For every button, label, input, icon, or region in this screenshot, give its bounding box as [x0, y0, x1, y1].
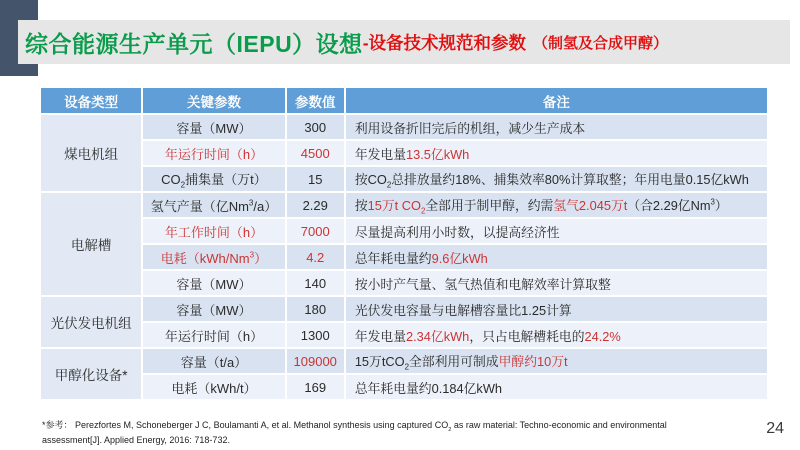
text-segment: 15万tCO — [354, 353, 405, 369]
key-parameter-cell — [143, 245, 284, 269]
key-parameter-cell — [143, 167, 284, 191]
text-segment: 15万t CO — [367, 197, 421, 213]
text-segment: 电耗（kWh/t） — [171, 380, 257, 396]
parameter-value-cell — [287, 193, 344, 217]
table-row — [41, 141, 767, 165]
device-type-cell: 电解槽 — [41, 193, 141, 295]
key-parameter-cell — [143, 349, 284, 373]
title-scope: （制氢及合成甲醇） — [533, 34, 669, 52]
text-segment: 2 — [180, 180, 186, 190]
text-segment: 捕集量（万t） — [185, 171, 267, 187]
text-segment: 3 — [249, 250, 255, 260]
remark-cell — [346, 323, 767, 347]
parameter-value-cell — [287, 297, 344, 321]
text-segment: ） — [714, 197, 728, 213]
page-number: 24 — [766, 420, 784, 437]
text-segment: 2 — [420, 206, 426, 216]
text-segment: 光伏发电容量与电解槽容量比1.25计算 — [354, 302, 572, 318]
table-row — [41, 323, 767, 347]
text-segment: 2 — [448, 426, 452, 433]
spec-table — [39, 86, 769, 401]
text-segment: 利用设备折旧完后的机组，减少生产成本 — [354, 120, 586, 136]
key-parameter-cell — [143, 323, 284, 347]
text-segment: 2.34亿kWh — [406, 328, 470, 344]
text-segment: 甲醇约10万t — [498, 353, 568, 369]
remark-cell — [346, 193, 767, 217]
parameter-value-cell — [287, 141, 344, 165]
text-segment: 140 — [304, 275, 327, 291]
table-row — [41, 193, 767, 217]
text-segment: 13.5亿kWh — [406, 146, 470, 162]
key-parameter-cell — [143, 115, 284, 139]
text-segment: 3 — [248, 198, 254, 208]
text-segment: 年发电量 — [354, 328, 406, 344]
remark-cell — [346, 245, 767, 269]
text-segment: 年运行时间（h） — [164, 328, 264, 344]
text-segment: 109000 — [293, 353, 337, 369]
text-segment: as raw material: Techno-economic and environmental assessment[J]. Applied Energy, 2016: 718-732. — [42, 420, 667, 445]
parameter-value-cell — [287, 349, 344, 373]
header-row — [41, 88, 767, 113]
text-segment: 3 — [710, 197, 715, 207]
title-subtitle: -设备技术规范和参数 — [362, 32, 527, 53]
text-segment: 按 — [354, 197, 368, 213]
text-segment: 年发电量 — [354, 146, 406, 162]
table-row — [41, 349, 767, 373]
reference-footnote — [42, 419, 718, 447]
column-header-parameter-value: 参数值 — [287, 88, 344, 113]
text-segment: /a） — [253, 198, 278, 214]
table-row — [41, 115, 767, 139]
remark-cell — [346, 375, 767, 399]
remark-cell — [346, 271, 767, 295]
text-segment: 2 — [386, 180, 392, 190]
remark-cell — [346, 297, 767, 321]
text-segment: 全部利用可制成 — [409, 353, 499, 369]
parameter-value-cell — [287, 271, 344, 295]
remark-cell — [346, 349, 767, 373]
parameter-value-cell — [287, 115, 344, 139]
remark-cell — [346, 115, 767, 139]
page-title: 综合能源生产单元（IEPU）设想 — [25, 30, 363, 57]
text-segment: 24.2% — [584, 328, 621, 344]
device-type-cell: 煤电机组 — [41, 115, 141, 191]
parameter-value-cell — [287, 245, 344, 269]
title-bar — [18, 20, 790, 64]
text-segment: 容量（MW） — [176, 302, 252, 318]
remark-cell — [346, 141, 767, 165]
text-segment: 电耗（kWh/Nm — [160, 250, 250, 266]
text-segment: 全部用于制甲醇，约需 — [425, 197, 554, 213]
text-segment: 15 — [308, 171, 323, 187]
text-segment: 2 — [404, 362, 410, 372]
key-parameter-cell — [143, 141, 284, 165]
spec-table-body — [41, 115, 767, 399]
text-segment: CO — [161, 171, 181, 187]
text-segment: 4.2 — [306, 249, 325, 265]
device-type-cell: 甲醇化设备* — [41, 349, 141, 399]
text-segment: 2.29 — [302, 197, 328, 213]
column-header-key-parameter: 关键参数 — [143, 88, 284, 113]
text-segment: 4500 — [300, 145, 330, 161]
text-segment: 总年耗电量约 — [354, 250, 432, 266]
table-row — [41, 245, 767, 269]
parameter-value-cell — [287, 167, 344, 191]
text-segment: 按小时产气量、氢气热值和电解效率计算取整 — [354, 276, 611, 292]
table-row — [41, 297, 767, 321]
text-segment: 氢气产量（亿Nm — [150, 198, 249, 214]
key-parameter-cell — [143, 219, 284, 243]
text-segment: 按CO — [354, 171, 387, 187]
text-segment: 9.6亿kWh — [431, 250, 488, 266]
parameter-value-cell — [287, 323, 344, 347]
text-segment: 180 — [304, 301, 327, 317]
text-segment: 尽量提高利用小时数，以提高经济性 — [354, 224, 560, 240]
text-segment: 7000 — [300, 223, 330, 239]
key-parameter-cell — [143, 271, 284, 295]
table-row — [41, 375, 767, 399]
table-row — [41, 219, 767, 243]
column-header-device-type: 设备类型 — [41, 88, 141, 113]
column-header-remark: 备注 — [346, 88, 767, 113]
text-segment: 容量（MW） — [176, 120, 252, 136]
text-segment: 总年耗电量约0.184亿kWh — [354, 380, 503, 396]
spec-table-header — [41, 88, 767, 113]
text-segment: 氢气2.045万t — [553, 197, 628, 213]
text-segment: （合2.29亿Nm — [627, 197, 711, 213]
key-parameter-cell — [143, 375, 284, 399]
text-segment: 容量（MW） — [176, 276, 252, 292]
text-segment: 年工作时间（h） — [164, 224, 264, 240]
text-segment: ，只占电解槽耗电的 — [469, 328, 585, 344]
text-segment: 容量（t/a） — [180, 354, 248, 370]
text-segment: ） — [254, 250, 268, 266]
table-row — [41, 167, 767, 191]
key-parameter-cell — [143, 193, 284, 217]
parameter-value-cell — [287, 375, 344, 399]
text-segment: 总排放量约18%、捕集效率80%计算取整；年用电量0.15亿kWh — [391, 171, 749, 187]
device-type-cell: 光伏发电机组 — [41, 297, 141, 347]
remark-cell — [346, 219, 767, 243]
text-segment: 年运行时间（h） — [164, 146, 264, 162]
key-parameter-cell — [143, 297, 284, 321]
text-segment: 300 — [304, 119, 327, 135]
text-segment: 169 — [304, 379, 327, 395]
remark-cell — [346, 167, 767, 191]
text-segment: 1300 — [300, 327, 330, 343]
text-segment: *参考： Perezfortes M, Schoneberger J C, Boulamanti A, et al. Methanol synthesis using captured CO — [42, 420, 449, 430]
table-row — [41, 271, 767, 295]
parameter-value-cell — [287, 219, 344, 243]
